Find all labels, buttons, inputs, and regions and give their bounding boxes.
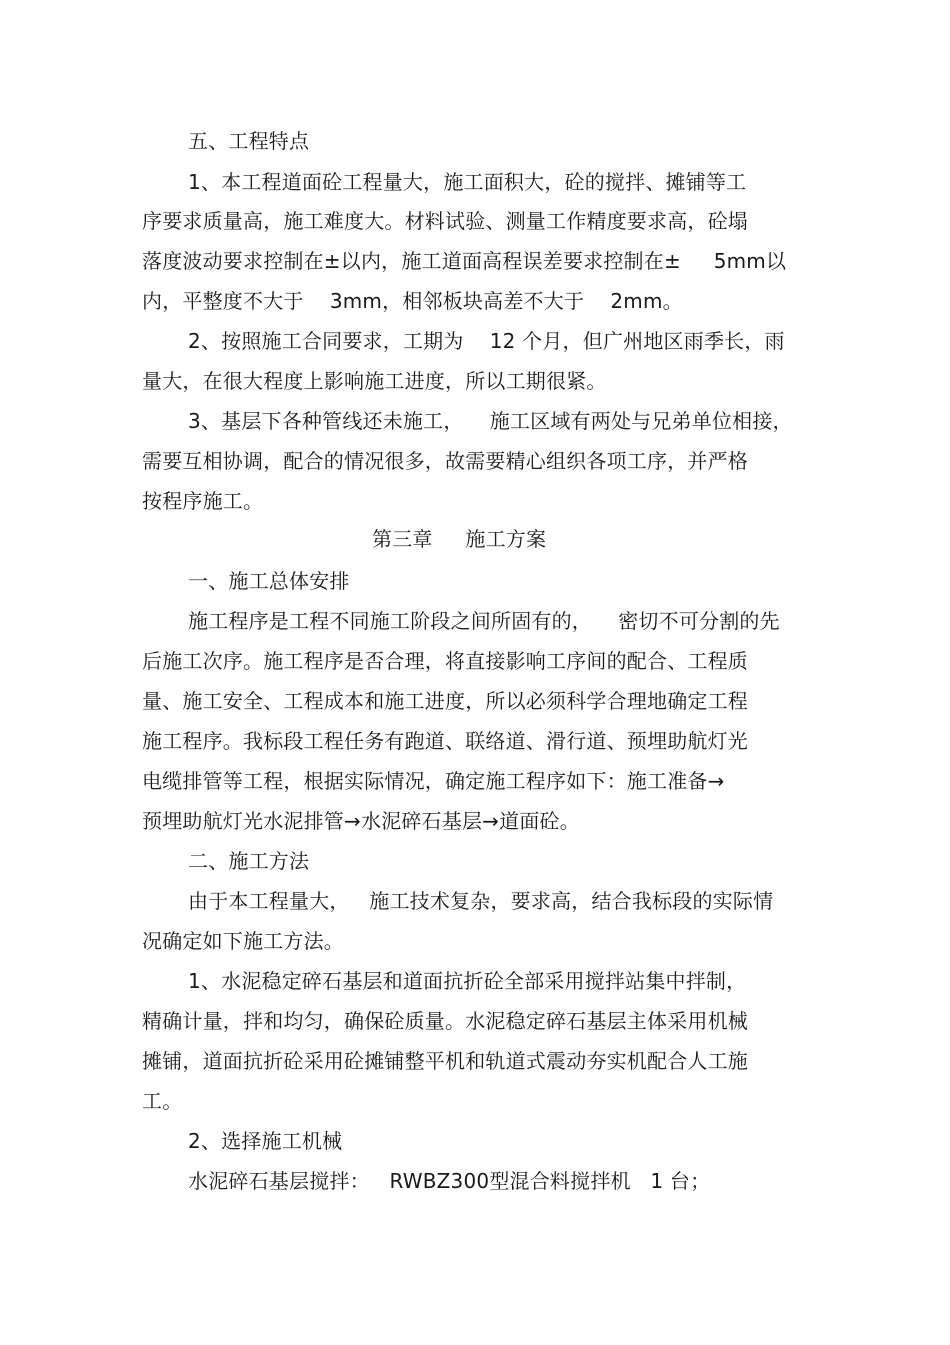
paragraph-line: 后施工次序。施工程序是否合理，将直接影响工序间的配合、工程质 <box>142 649 748 673</box>
paragraph-line: 3、基层下各种管线还未施工， 施工区域有两处与兄弟单位相接， <box>188 409 793 433</box>
paragraph-line: 1、水泥稳定碎石基层和道面抗折砼全部采用搅拌站集中拌制， <box>188 969 747 993</box>
paragraph-line: 施工程序。我标段工程任务有跑道、联络道、滑行道、预埋助航灯光 <box>142 729 748 753</box>
paragraph-line: 况确定如下施工方法。 <box>142 929 344 953</box>
section-heading-construction-methods: 二、施工方法 <box>188 849 310 873</box>
paragraph-line: 按程序施工。 <box>142 489 264 513</box>
paragraph-line: 序要求质量高，施工难度大。材料试验、测量工作精度要求高，砼塌 <box>142 209 748 233</box>
paragraph-line: 落度波动要求控制在±以内，施工道面高程误差要求控制在± 5mm以 <box>142 249 787 273</box>
paragraph-line: 1、本工程道面砼工程量大，施工面积大，砼的搅拌、摊铺等工 <box>188 170 747 194</box>
paragraph-line: 量、施工安全、工程成本和施工进度，所以必须科学合理地确定工程 <box>142 689 748 713</box>
paragraph-line: 量大，在很大程度上影响施工进度，所以工期很紧。 <box>142 369 607 393</box>
paragraph-line: 由于本工程量大， 施工技术复杂，要求高，结合我标段的实际情 <box>188 889 774 913</box>
paragraph-line: 预埋助航灯光水泥排管→水泥碎石基层→道面砼。 <box>142 809 580 833</box>
section-heading-overall-arrangement: 一、施工总体安排 <box>188 569 350 593</box>
paragraph-line: 电缆排管等工程，根据实际情况，确定施工程序如下：施工准备→ <box>142 769 725 793</box>
chapter-title: 第三章 施工方案 <box>372 527 547 551</box>
paragraph-line: 内，平整度不大于 3mm，相邻板块高差不大于 2mm。 <box>142 289 683 313</box>
paragraph-line: 精确计量，拌和均匀，确保砼质量。水泥稳定碎石基层主体采用机械 <box>142 1009 748 1033</box>
subsection-heading-machinery: 2、选择施工机械 <box>188 1129 343 1153</box>
paragraph-line: 2、按照施工合同要求，工期为 12 个月，但广州地区雨季长，雨 <box>188 329 785 353</box>
paragraph-line: 施工程序是工程不同施工阶段之间所固有的， 密切不可分割的先 <box>188 609 780 633</box>
paragraph-line: 需要互相协调，配合的情况很多，故需要精心组织各项工序，并严格 <box>142 449 748 473</box>
paragraph-line: 工。 <box>142 1089 183 1113</box>
section-heading-project-features: 五、工程特点 <box>188 129 310 153</box>
paragraph-line: 摊铺，道面抗折砼采用砼摊铺整平机和轨道式震动夯实机配合人工施 <box>142 1049 748 1073</box>
paragraph-line: 水泥碎石基层搅拌： RWBZ300型混合料搅拌机 1 台； <box>188 1169 711 1193</box>
